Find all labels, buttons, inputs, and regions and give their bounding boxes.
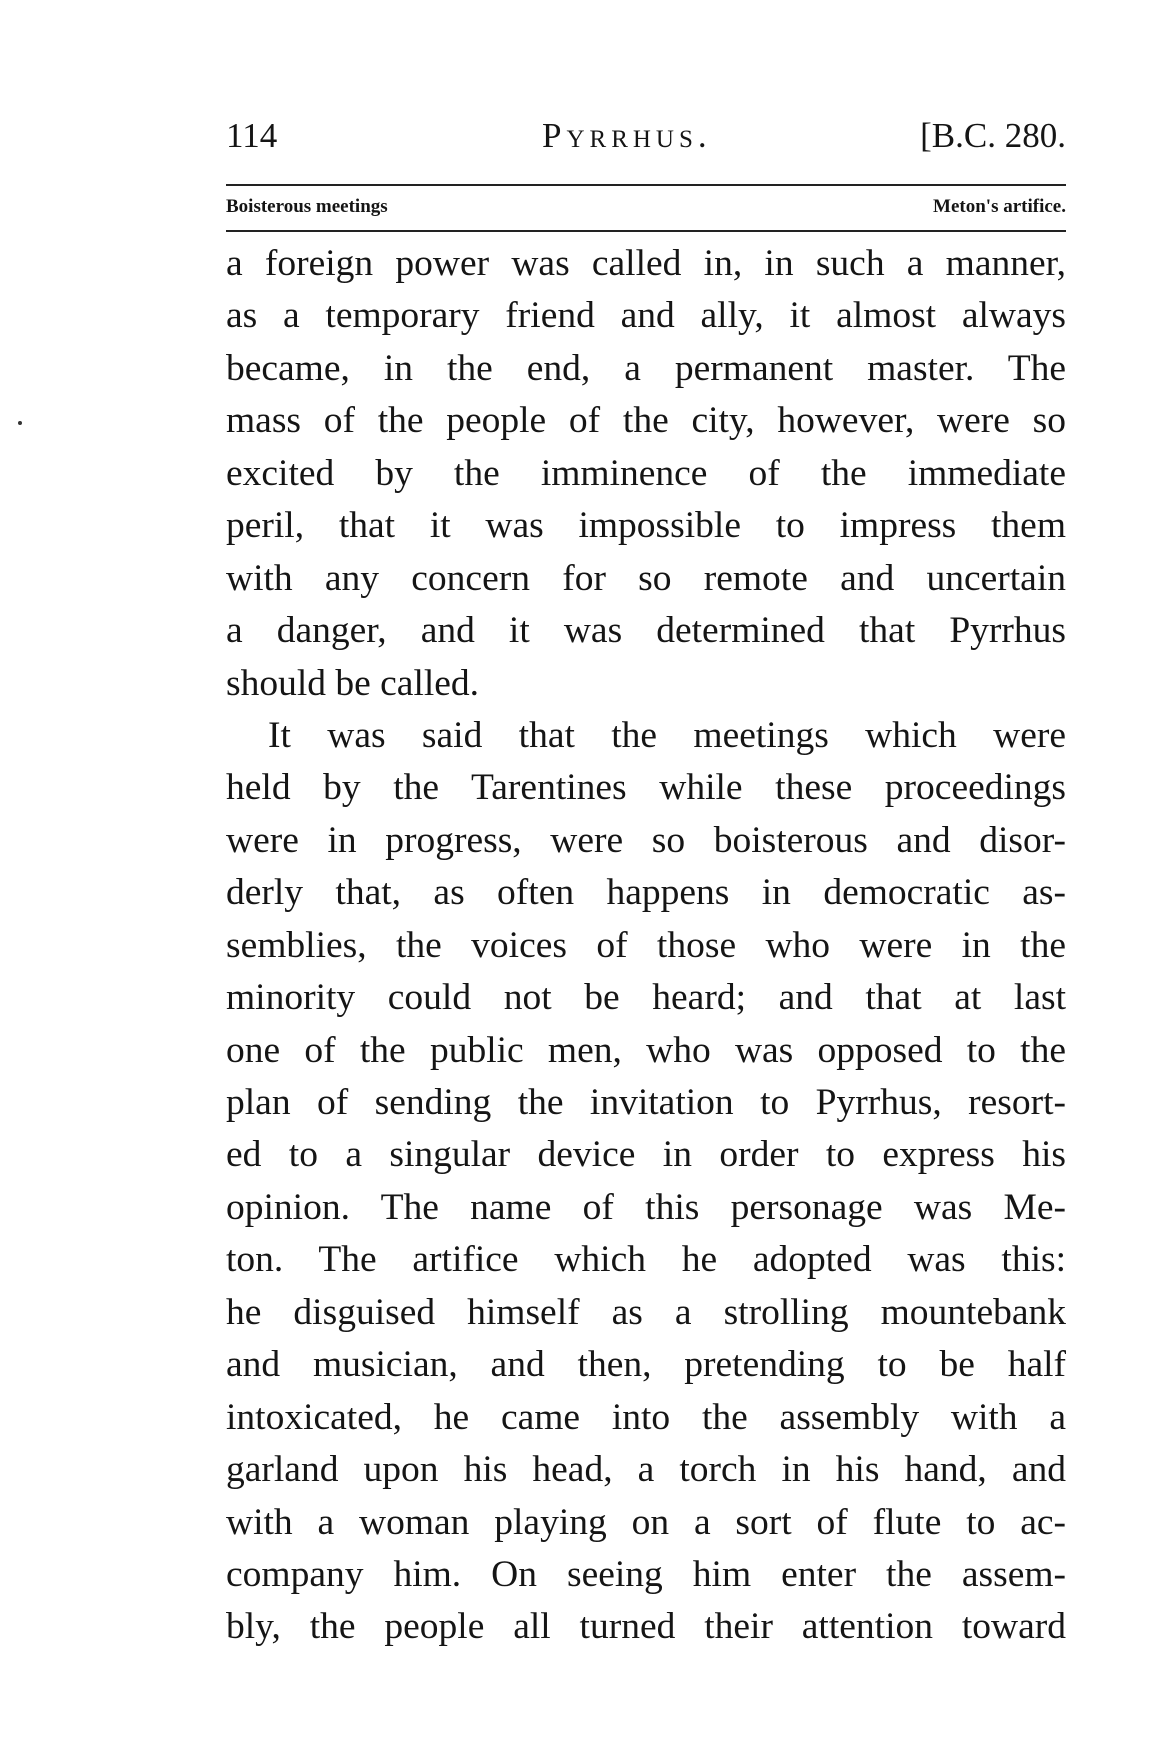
- text-line: with any concern for so remote and uncertain: [226, 557, 1066, 599]
- text-line: a danger, and it was determined that Pyrrhus: [226, 610, 1066, 652]
- text-line: minority could not be heard; and that at last: [226, 977, 1066, 1019]
- text-line: garland upon his head, a torch in his hand, and: [226, 1449, 1066, 1491]
- text-line: and musician, and then, pretending to be half: [226, 1344, 1066, 1386]
- text-line: opinion. The name of this personage was Me-: [226, 1186, 1066, 1228]
- date-range: [B.C. 280.: [920, 116, 1066, 155]
- text-line: intoxicated, he came into the assembly with a: [226, 1396, 1066, 1438]
- marginal-note-left: Boisterous meetings: [226, 196, 388, 217]
- header-rule-bottom: [226, 230, 1066, 232]
- text-line: a foreign power was called in, in such a manner,: [226, 243, 1066, 284]
- text-line: as a temporary friend and ally, it almost always: [226, 295, 1066, 337]
- text-line: semblies, the voices of those who were in the: [226, 924, 1066, 966]
- page-number: 114: [226, 116, 278, 155]
- running-title: Pyrrhus.: [542, 116, 712, 155]
- paragraph-start-line: It was said that the meetings which were: [268, 714, 1066, 756]
- header-rule-top: [226, 184, 1066, 186]
- text-line: became, in the end, a permanent master. The: [226, 347, 1066, 389]
- text-line: held by the Tarentines while these proceedings: [226, 767, 1066, 809]
- text-line: one of the public men, who was opposed to the: [226, 1029, 1066, 1071]
- marginal-note-right: Meton's artifice.: [933, 196, 1066, 217]
- text-line: ed to a singular device in order to express his: [226, 1134, 1066, 1176]
- text-line: excited by the imminence of the immediate: [226, 452, 1066, 494]
- body-text: [226, 238, 1066, 1654]
- text-line: with a woman playing on a sort of flute to ac-: [226, 1501, 1066, 1543]
- text-line: bly, the people all turned their attention toward: [226, 1606, 1066, 1648]
- text-line: company him. On seeing him enter the assem-: [226, 1553, 1066, 1595]
- text-line: mass of the people of the city, however, were so: [226, 400, 1066, 442]
- text-line: derly that, as often happens in democratic as-: [226, 872, 1066, 914]
- text-line: plan of sending the invitation to Pyrrhus, resort-: [226, 1082, 1066, 1123]
- paragraph-end-line: should be called.: [226, 662, 480, 704]
- text-line: he disguised himself as a strolling mountebank: [226, 1291, 1066, 1333]
- page-header: [226, 110, 1066, 160]
- text-line: peril, that it was impossible to impress them: [226, 505, 1066, 547]
- marginal-notes: [226, 196, 1066, 220]
- ink-speck: [18, 421, 22, 425]
- text-line: were in progress, were so boisterous and disor-: [226, 819, 1066, 861]
- text-line: ton. The artifice which he adopted was this:: [226, 1239, 1066, 1281]
